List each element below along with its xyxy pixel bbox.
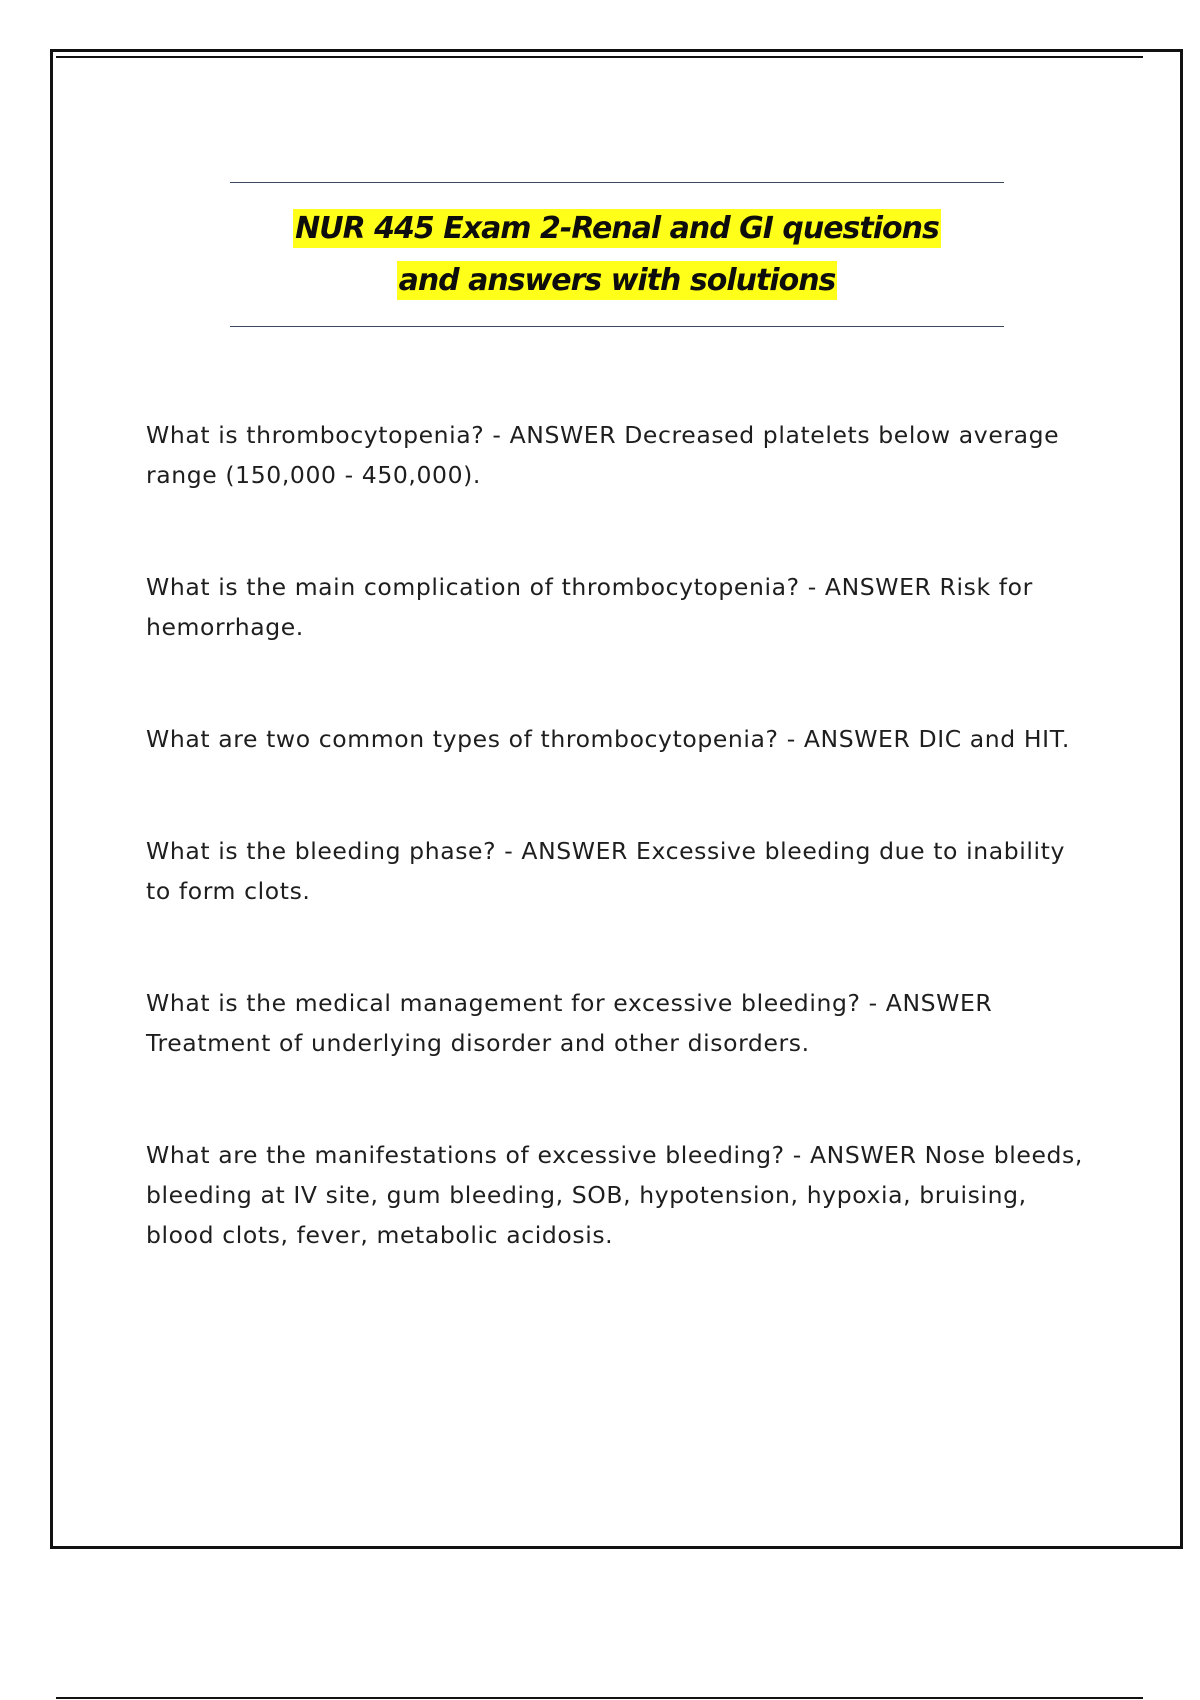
title-block <box>230 182 1004 327</box>
qa-item-4: What is the bleeding phase? - ANSWER Excessive bleeding due to inability to form clots. <box>146 837 1065 905</box>
document-title <box>267 203 967 307</box>
qa-item-2: What is the main complication of thrombocytopenia? - ANSWER Risk for hemorrhage. <box>146 573 1033 641</box>
frame-top-rule <box>56 56 1143 58</box>
qa-item-3: What are two common types of thrombocytopenia? - ANSWER DIC and HIT. <box>146 725 1070 753</box>
qa-item-1: What is thrombocytopenia? - ANSWER Decreased platelets below average range (150,000 - 450,000). <box>146 421 1060 489</box>
qa-item-5: What is the medical management for excessive bleeding? - ANSWER Treatment of underlying disorder and other disorders. <box>146 989 993 1057</box>
qa-item-6: What are the manifestations of excessive bleeding? - ANSWER Nose bleeds, bleeding at IV site, gum bleeding, SOB, hypotension, hypoxia, bruising, blood clots, fever, metabolic acidosis. <box>146 1141 1083 1249</box>
document-title-text: NUR 445 Exam 2-Renal and GI questions and answers with solutions <box>295 211 939 298</box>
footer-rule <box>56 1697 1143 1699</box>
qa-list <box>146 415 1086 1327</box>
